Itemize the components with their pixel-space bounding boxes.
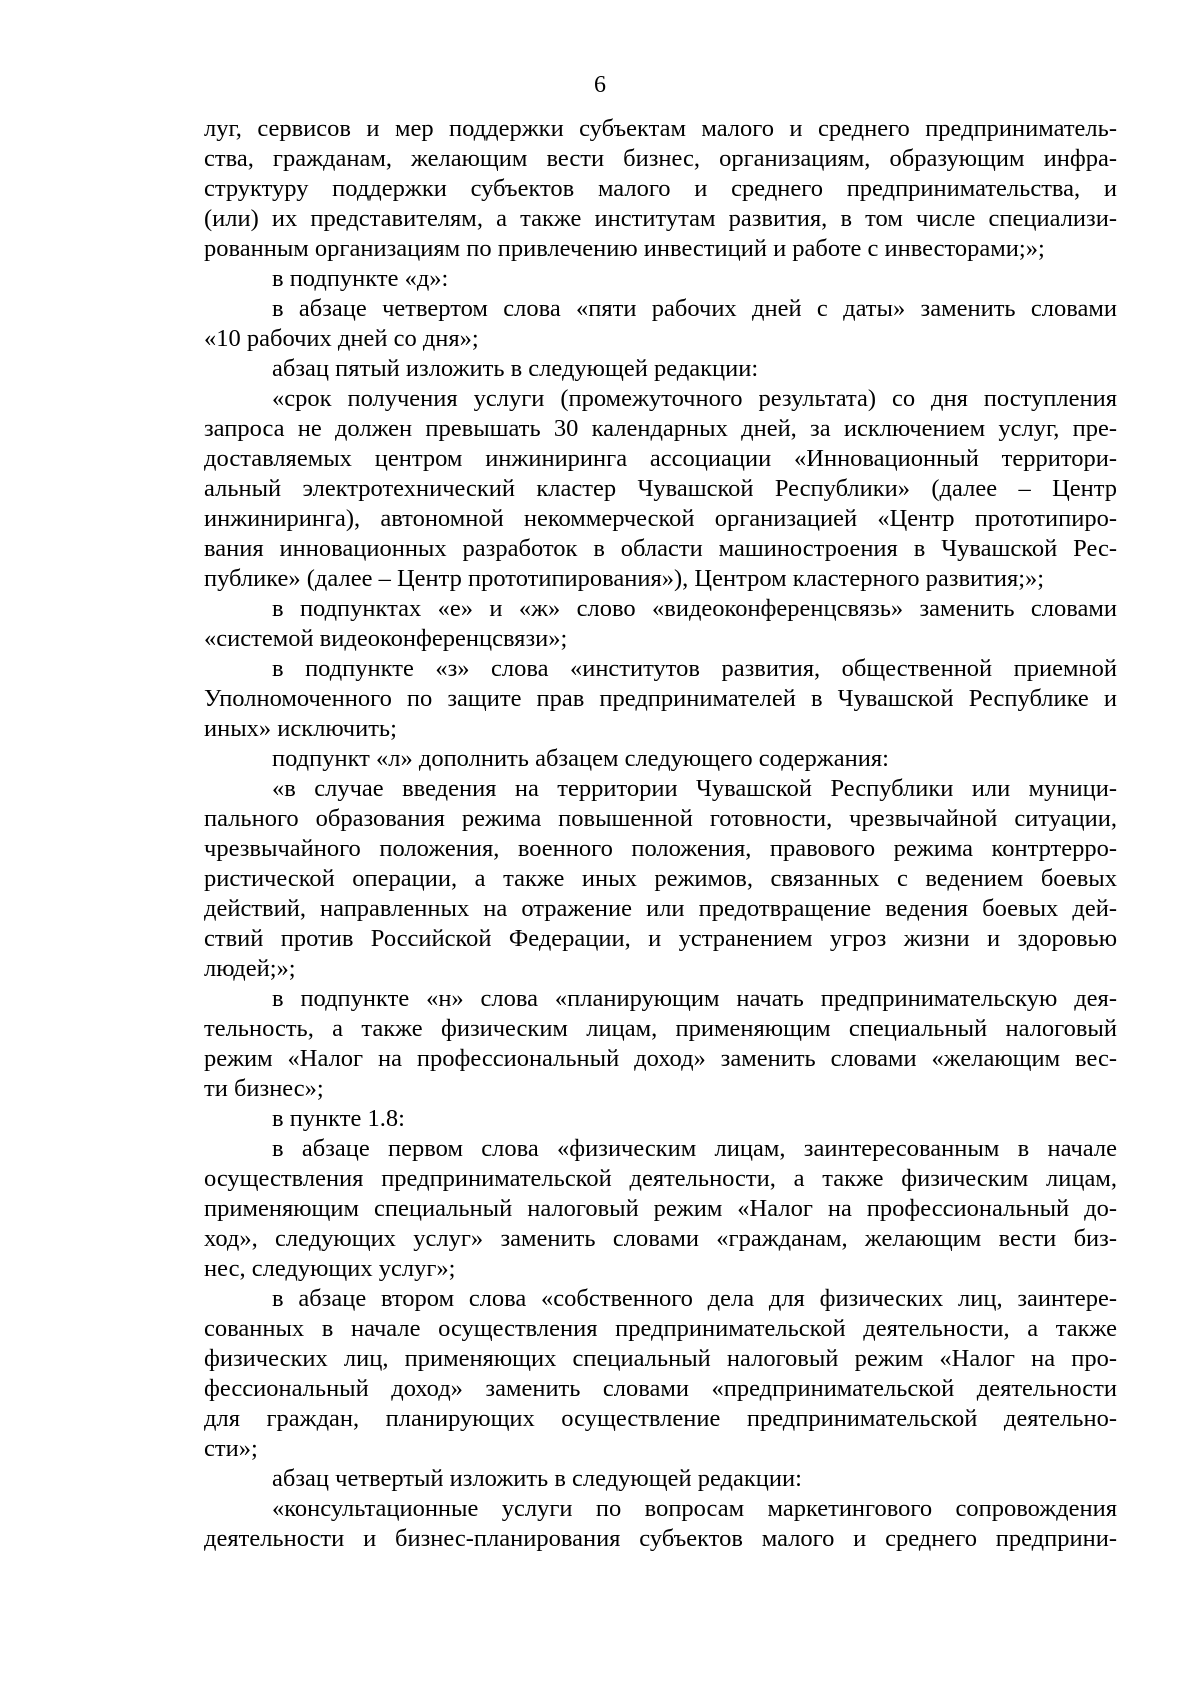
text-line: людей;»; (204, 955, 296, 982)
text-line: режим «Налог на профессиональный доход» заменить словами «желающим вес- (204, 1045, 1117, 1072)
text-line: подпункт «л» дополнить абзацем следующего содержания: (272, 745, 889, 772)
text-line: абзац четвертый изложить в следующей редакции: (272, 1465, 802, 1492)
text-line: (или) их представителям, а также институтам развития, в том числе специализи- (204, 205, 1117, 232)
text-line: «срок получения услуги (промежуточного результата) со дня поступления (272, 385, 1117, 412)
text-line: иных» исключить; (204, 715, 397, 742)
text-line: в подпункте «д»: (272, 265, 449, 292)
text-line: в абзаце первом слова «физическим лицам, заинтересованным в начале (272, 1135, 1117, 1162)
text-line: «консультационные услуги по вопросам маркетингового сопровождения (272, 1495, 1117, 1522)
text-line: структуру поддержки субъектов малого и среднего предпринимательства, и (204, 175, 1117, 202)
text-line: Уполномоченного по защите прав предпринимателей в Чувашской Республике и (204, 685, 1117, 712)
text-line: ристической операции, а также иных режимов, связанных с ведением боевых (204, 865, 1117, 892)
text-line: фессиональный доход» заменить словами «предпринимательской деятельности (204, 1375, 1117, 1402)
text-line: альный электротехнический кластер Чувашской Республики» (далее – Центр (204, 475, 1117, 502)
text-line: в подпункте «н» слова «планирующим начать предпринимательскую дея- (272, 985, 1117, 1012)
text-line: сованных в начале осуществления предпринимательской деятельности, а также (204, 1315, 1117, 1342)
text-line: рованным организациям по привлечению инвестиций и работе с инвесторами;»; (204, 235, 1045, 262)
text-line: для граждан, планирующих осуществление предпринимательской деятельно- (204, 1405, 1117, 1432)
text-line: запроса не должен превышать 30 календарных дней, за исключением услуг, пре- (204, 415, 1117, 442)
text-line: ствий против Российской Федерации, и устранением угроз жизни и здоровью (204, 925, 1117, 952)
text-line: применяющим специальный налоговый режим «Налог на профессиональный до- (204, 1195, 1117, 1222)
text-line: в абзаце втором слова «собственного дела для физических лиц, заинтере- (272, 1285, 1117, 1312)
text-line: ти бизнес»; (204, 1075, 324, 1102)
text-line: публике» (далее – Центр прототипирования»), Центром кластерного развития;»; (204, 565, 1045, 592)
text-line: «10 рабочих дней со дня»; (204, 325, 479, 352)
text-line: «в случае введения на территории Чувашской Республики или муници- (272, 775, 1117, 802)
page-number: 6 (594, 72, 606, 98)
text-line: чрезвычайного положения, военного положения, правового режима контртерро- (204, 835, 1117, 862)
text-line: сти»; (204, 1435, 258, 1462)
text-line: вания инновационных разработок в области машиностроения в Чувашской Рес- (204, 535, 1117, 562)
text-line: доставляемых центром инжиниринга ассоциации «Инновационный территори- (204, 445, 1117, 472)
document-body (204, 114, 1117, 1554)
text-line: ства, гражданам, желающим вести бизнес, организациям, образующим инфра- (204, 145, 1117, 172)
text-line: ход», следующих услуг» заменить словами «гражданам, желающим вести биз- (204, 1225, 1117, 1252)
text-line: нес, следующих услуг»; (204, 1255, 456, 1282)
text-line: физических лиц, применяющих специальный налоговый режим «Налог на про- (204, 1345, 1117, 1372)
text-line: в подпунктах «е» и «ж» слово «видеоконференцсвязь» заменить словами (272, 595, 1117, 622)
text-line: инжиниринга), автономной некоммерческой организацией «Центр прототипиро- (204, 505, 1117, 532)
text-line: осуществления предпринимательской деятельности, а также физическим лицам, (204, 1165, 1117, 1192)
text-line: в абзаце четвертом слова «пяти рабочих дней с даты» заменить словами (272, 295, 1117, 322)
text-line: в подпункте «з» слова «институтов развития, общественной приемной (272, 655, 1117, 682)
text-line: действий, направленных на отражение или предотвращение ведения боевых дей- (204, 895, 1117, 922)
text-line: абзац пятый изложить в следующей редакции: (272, 355, 759, 382)
text-line: луг, сервисов и мер поддержки субъектам малого и среднего предприниматель- (204, 115, 1117, 142)
text-line: «системой видеоконференцсвязи»; (204, 625, 568, 652)
text-line: деятельности и бизнес-планирования субъектов малого и среднего предприни- (204, 1525, 1117, 1552)
text-line: тельность, а также физическим лицам, применяющим специальный налоговый (204, 1015, 1117, 1042)
text-line: пального образования режима повышенной готовности, чрезвычайной ситуации, (204, 805, 1117, 832)
text-line: в пункте 1.8: (272, 1105, 405, 1132)
